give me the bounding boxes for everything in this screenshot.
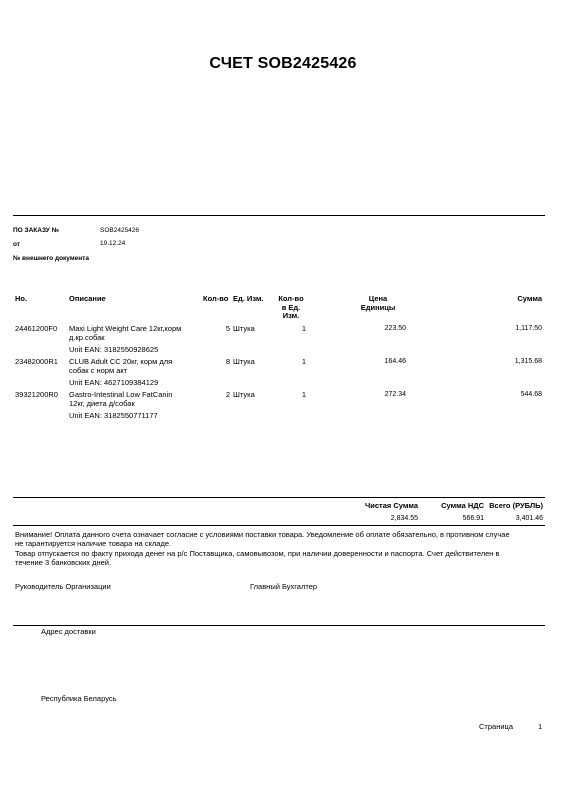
col-qty-in-unit-line2: в Ед.	[281, 302, 301, 312]
totals-divider	[13, 497, 545, 498]
row-sum: 544.68	[520, 391, 542, 398]
row-unit: Штука	[233, 357, 255, 366]
row-qty-in-unit: 1	[301, 390, 306, 399]
row-description-line2: 12кг, диета д/собак	[69, 399, 135, 408]
col-unit: Ед. Изм.	[233, 294, 264, 303]
notes-divider	[13, 525, 545, 526]
row-no: 24461200F0	[15, 324, 58, 333]
document-title: СЧЕТ SOB2425426	[209, 55, 357, 72]
row-qty: 8	[225, 357, 230, 366]
net-label: Чистая Сумма	[364, 501, 418, 510]
row-no: 39321200R0	[15, 390, 58, 399]
col-qty-in-unit-line3: Изм.	[282, 311, 300, 320]
row-description-line2: собак с норм акт	[69, 366, 128, 375]
release-note-line1: Товар отпускается по факту прихода денег на р/с Поставщика, самовывозом, при наличии доверенности и паспорта. Счет действителен в	[15, 549, 500, 558]
row-description-line1: Gastro-Intestinal Low FatCanin	[69, 390, 173, 399]
vat-value: 566.91	[462, 515, 484, 522]
row-qty: 5	[225, 324, 230, 333]
delivery-label: Адрес доставки	[41, 627, 96, 636]
row-qty-in-unit: 1	[301, 357, 306, 366]
col-price-line2: Единицы	[360, 302, 396, 312]
col-qty-in-unit-line1: Кол-во	[278, 294, 304, 303]
row-description-line1: Maxi Light Weight Care 12кг,корм	[69, 324, 182, 333]
row-qty-in-unit: 1	[301, 324, 306, 333]
release-note-line2: течение 3 банковских дней.	[15, 558, 112, 567]
row-qty: 2	[225, 390, 230, 399]
net-value: 2,834.55	[390, 515, 418, 522]
col-description: Описание	[69, 294, 106, 303]
page-label: Страница	[479, 722, 513, 731]
col-sum: Сумма	[517, 294, 542, 303]
warning-note	[15, 530, 545, 548]
row-ean: Unit EAN: 3182550928625	[69, 345, 159, 354]
row-no: 23482000R1	[15, 357, 58, 366]
total-label: Всего (РУБЛЬ)	[489, 501, 543, 510]
row-description-line1: CLUB Adult CC 20кг, корм для	[69, 357, 173, 366]
delivery-divider	[13, 625, 545, 626]
row-price: 223.50	[384, 325, 406, 332]
row-price: 164.46	[384, 358, 406, 365]
accountant-signature-label: Главный Бухгалтер	[250, 582, 318, 591]
total-value: 3,401.46	[515, 515, 543, 522]
row-sum: 1,117.50	[515, 325, 542, 332]
row-description	[69, 324, 181, 342]
head-signature-label: Руководитель Организации	[15, 582, 111, 591]
row-description	[69, 357, 172, 375]
date-label: от	[13, 241, 20, 248]
col-qty-in-unit	[274, 295, 308, 321]
col-no: Но.	[15, 294, 28, 303]
delivery-country: Республика Беларусь	[41, 694, 117, 703]
row-unit: Штука	[233, 324, 255, 333]
row-unit: Штука	[233, 390, 255, 399]
row-sum: 1,315.68	[514, 358, 542, 365]
warning-note-line1: Внимание! Оплата данного счета означает согласие с условиями поставки товара. Уведомление об оплате обязательно, в противном случае	[15, 530, 510, 539]
row-ean: Unit EAN: 3182550771177	[69, 411, 158, 420]
col-price-line1: Цена	[368, 294, 388, 303]
row-price: 272.34	[384, 391, 406, 398]
col-qty: Кол-во	[203, 294, 229, 303]
warning-note-line2: не гарантируется наличие товара на складе.	[15, 539, 172, 548]
row-description-line2: д.кр.собак	[69, 333, 105, 342]
top-divider	[13, 215, 545, 216]
page-number: 1	[538, 722, 543, 731]
row-ean: Unit EAN: 4627109384129	[69, 378, 159, 387]
vat-label: Сумма НДС	[441, 501, 484, 510]
date-value: 19.12.24	[100, 240, 126, 247]
row-description	[69, 390, 172, 408]
order-label: ПО ЗАКАЗУ №	[13, 227, 59, 234]
col-price	[350, 295, 406, 312]
external-doc-label: № внешнего документа	[13, 255, 89, 262]
release-note	[15, 549, 545, 567]
order-value: SOB2425426	[100, 227, 140, 234]
